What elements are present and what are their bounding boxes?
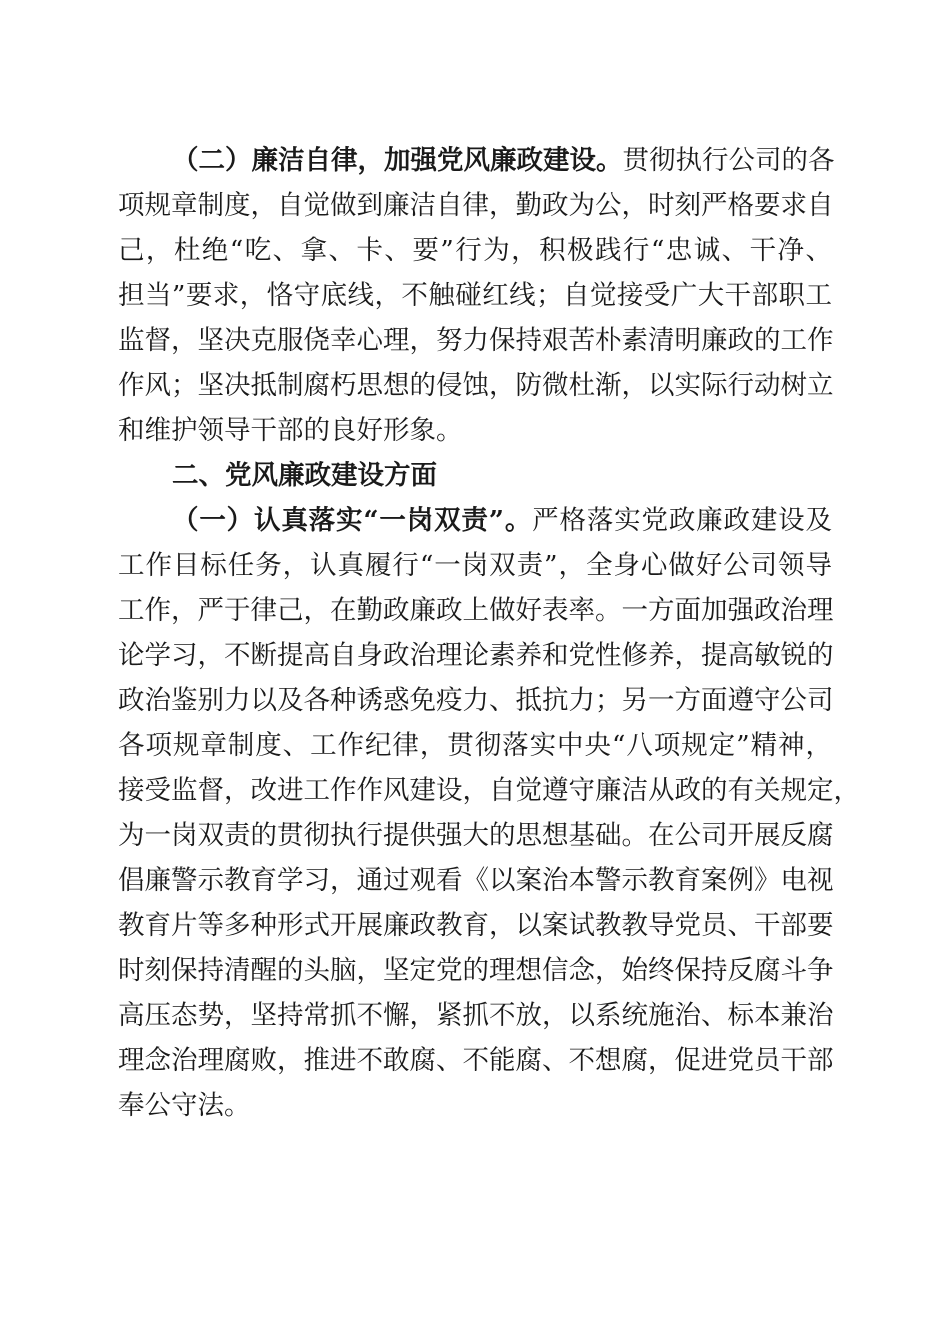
paragraph-line: 奉公守法。 xyxy=(118,1090,251,1121)
paragraph-line: 各项规章制度、工作纪律，贯彻落实中央“八项规定”精神， xyxy=(118,730,832,761)
paragraph-line: 高压态势，坚持常抓不懈，紧抓不放，以系统施治、标本兼治 xyxy=(118,1000,834,1031)
paragraph-line: 理念治理腐败，推进不敢腐、不能腐、不想腐，促进党员干部 xyxy=(118,1045,834,1076)
paragraph-line: 己，杜绝“吃、拿、卡、要”行为，积极践行“忠诚、干净、 xyxy=(118,235,832,266)
paragraph-text: 贯彻执行公司的各 xyxy=(622,145,835,176)
paragraph-line: 作风；坚决抵制腐朽思想的侵蚀，防微杜渐，以实际行动树立 xyxy=(118,370,834,401)
paragraph-line: 为一岗双责的贯彻执行提供强大的思想基础。在公司开展反腐 xyxy=(118,820,834,851)
paragraph-line: 和维护领导干部的良好形象。 xyxy=(118,415,463,446)
paragraph-line: 监督，坚决克服侥幸心理，努力保持艰苦朴素清明廉政的工作 xyxy=(118,325,834,356)
paragraph-line: 倡廉警示教育学习，通过观看《以案治本警示教育案例》电视 xyxy=(118,865,834,896)
paragraph-line: 工作目标任务，认真履行“一岗双责”，全身心做好公司领导 xyxy=(118,550,832,581)
subheading-label: （二）廉洁自律，加强党风廉政建设。 xyxy=(172,145,623,176)
paragraph-line xyxy=(172,503,832,539)
paragraph-line: 接受监督，改进工作作风建设，自觉遵守廉洁从政的有关规定， xyxy=(118,775,860,806)
paragraph-line xyxy=(172,143,835,179)
paragraph-line: 项规章制度，自觉做到廉洁自律，勤政为公，时刻严格要求自 xyxy=(118,190,834,221)
paragraph-line: 教育片等多种形式开展廉政教育，以案试教教导党员、干部要 xyxy=(118,910,834,941)
paragraph-line: 时刻保持清醒的头脑，坚定党的理想信念，始终保持反腐斗争 xyxy=(118,955,834,986)
section-heading: 二、党风廉政建设方面 xyxy=(172,460,437,491)
paragraph-line: 政治鉴别力以及各种诱惑免疫力、抵抗力；另一方面遵守公司 xyxy=(118,685,834,716)
subheading-label: （一）认真落实“一岗双责”。 xyxy=(172,505,533,536)
paragraph-line: 担当”要求，恪守底线，不触碰红线；自觉接受广大干部职工 xyxy=(118,280,832,311)
paragraph-line: 工作，严于律己，在勤政廉政上做好表率。一方面加强政治理 xyxy=(118,595,834,626)
paragraph-text: 严格落实党政廉政建设及 xyxy=(532,505,832,536)
paragraph-line: 论学习，不断提高自身政治理论素养和党性修养，提高敏锐的 xyxy=(118,640,834,671)
